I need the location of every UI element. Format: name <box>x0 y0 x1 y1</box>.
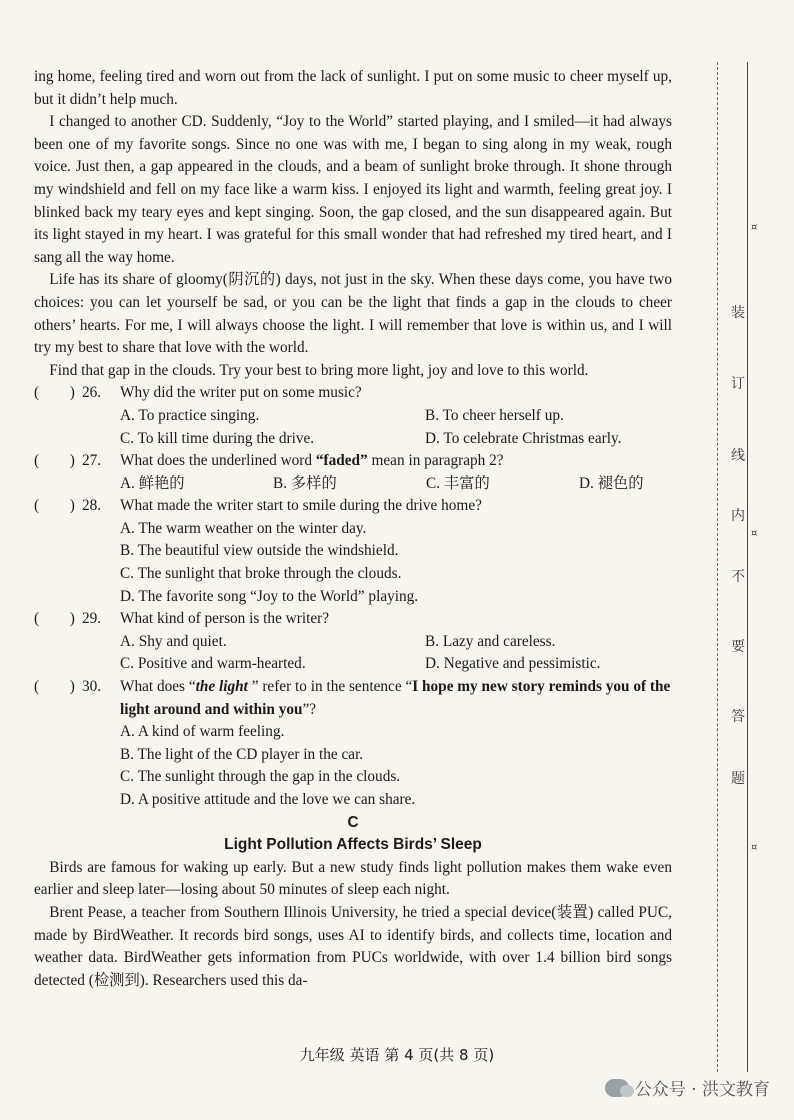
question-stem: What kind of person is the writer? <box>120 610 329 628</box>
quoted-phrase: the light <box>195 678 248 696</box>
option-b: B. Lazy and careless. <box>425 632 556 650</box>
question-27 <box>34 450 672 473</box>
watermark <box>605 1075 770 1100</box>
binding-char: 订 <box>731 376 745 392</box>
stem-text: ” refer to in the sentence “ <box>247 678 413 696</box>
option-d: D. 褪色的 <box>579 474 644 492</box>
watermark-text: 公众号 · 洪文教育 <box>634 1080 770 1100</box>
options-row <box>34 405 672 428</box>
options-row <box>34 473 672 496</box>
option-b: B. The light of the CD player in the car. <box>120 745 364 763</box>
passage-c-paragraph-1: Birds are famous for waking up early. But a new study finds light pollution makes them wake even earlier and sleep later—losing about 50 minutes of sleep each night. <box>34 858 672 899</box>
option-d: D. Negative and pessimistic. <box>425 655 601 673</box>
question-29 <box>34 608 672 631</box>
wechat-icon <box>605 1079 629 1097</box>
question-number: 26. <box>82 384 102 402</box>
passage-c-paragraph-2: Brent Pease, a teacher from Southern Illinois University, he tried a special device(装置) called PUC, made by BirdWeather. It records bird songs, uses AI to identify birds, and collects time, location and weather data. BirdWeather gets information from PUCs worldwide, with over 1.4 billion bird songs detected (检测到). Researchers used this da- <box>34 903 672 989</box>
passage-b-paragraph-4: Find that gap in the clouds. Try your best to bring more light, joy and love to this world. <box>49 361 589 379</box>
option-c: C. The sunlight through the gap in the clouds. <box>120 768 401 786</box>
question-stem: Why did the writer put on some music? <box>120 384 362 402</box>
answer-blank[interactable]: ( ) <box>34 452 75 470</box>
passage-b-paragraph-3: Life has its share of gloomy(阴沉的) days, not just in the sky. When these days come, you have two choices: you can let yourself be sad, or you can be the light that finds a gap in the clouds to cheer others’ hearts. For me, I will always choose the light. I will remember that love is within us, and I will try my best to share that love with the world. <box>34 271 672 357</box>
option-a: A. A kind of warm feeling. <box>120 723 285 741</box>
page-footer: 九年级 英语 第 4 页(共 8 页) <box>299 1046 495 1064</box>
binding-mark: ¤ <box>751 842 758 853</box>
options-row <box>34 653 672 676</box>
question-28 <box>34 495 672 518</box>
option-d: D. A positive attitude and the love we can share. <box>120 791 416 808</box>
binding-char: 题 <box>731 771 745 787</box>
binding-mark: ¤ <box>751 528 758 539</box>
question-30 <box>34 676 672 721</box>
exam-content <box>34 66 672 992</box>
question-number: 28. <box>82 497 102 515</box>
question-number: 27. <box>82 452 102 470</box>
underlined-word: “faded” <box>315 452 368 470</box>
question-number: 30. <box>82 678 102 696</box>
option-b: B. 多样的 <box>273 474 337 492</box>
binding-char: 内 <box>731 508 745 524</box>
answer-blank[interactable]: ( ) <box>34 384 75 402</box>
option-c: C. To kill time during the drive. <box>120 429 315 447</box>
option-a: A. The warm weather on the winter day. <box>120 519 367 537</box>
answer-blank[interactable]: ( ) <box>34 678 75 696</box>
option-d: D. The favorite song “Joy to the World” playing. <box>120 587 419 605</box>
question-number: 29. <box>82 610 102 628</box>
option-a: A. To practice singing. <box>120 406 260 424</box>
option-d: D. To celebrate Christmas early. <box>425 429 622 447</box>
answer-blank[interactable]: ( ) <box>34 610 75 628</box>
question-stem <box>120 676 672 721</box>
option-a: A. Shy and quiet. <box>120 632 227 650</box>
option-b: B. To cheer herself up. <box>425 406 564 424</box>
binding-char: 要 <box>731 639 745 655</box>
passage-b-paragraph-1: ing home, feeling tired and worn out from the lack of sunlight. I put on some music to cheer myself up, but it didn’t help much. <box>34 68 672 108</box>
binding-char: 不 <box>731 569 745 585</box>
stem-text: mean in paragraph 2? <box>367 452 504 470</box>
binding-dashed-line <box>717 62 718 1072</box>
quoted-sentence: I hope my new story reminds you of the light around and within you <box>120 678 671 718</box>
option-c: C. The sunlight that broke through the clouds. <box>120 565 402 583</box>
options-row <box>34 631 672 654</box>
binding-char: 线 <box>731 448 745 464</box>
passage-title: Light Pollution Affects Birds’ Sleep <box>224 836 482 854</box>
answer-blank[interactable]: ( ) <box>34 497 75 515</box>
stem-text: What does “ <box>120 678 196 696</box>
binding-char: 答 <box>731 709 745 725</box>
stem-text: What does the underlined word <box>120 452 316 470</box>
option-a: A. 鲜艳的 <box>120 474 185 492</box>
binding-mark: ¤ <box>751 222 758 233</box>
binding-char: 装 <box>731 305 745 321</box>
section-letter: C <box>347 813 359 831</box>
option-b: B. The beautiful view outside the windshield. <box>120 542 399 560</box>
question-26 <box>34 382 672 405</box>
options-row <box>34 428 672 451</box>
option-c: C. Positive and warm-hearted. <box>120 655 306 673</box>
question-stem <box>120 450 672 473</box>
question-stem: What made the writer start to smile during the drive home? <box>120 497 482 515</box>
option-c: C. 丰富的 <box>426 474 490 492</box>
passage-b-paragraph-2: I changed to another CD. Suddenly, “Joy to the World” started playing, and I smiled—it had always been one of my favorite songs. Since no one was with me, I began to sing along in my weak, rough voice. Just then, a gap appeared in the clouds, and a beam of sunlight broke through. It shone through my windshield and fell on my face like a warm kiss. I enjoyed its light and warmth, feeling great joy. I blinked back my teary eyes and kept singing. Soon, the gap closed, and the sun disappeared again. But its light stayed in my heart. I was grateful for this small wonder that had refreshed my tired heart, and I sang all the way home. <box>34 113 672 266</box>
stem-text: ”? <box>302 700 317 718</box>
